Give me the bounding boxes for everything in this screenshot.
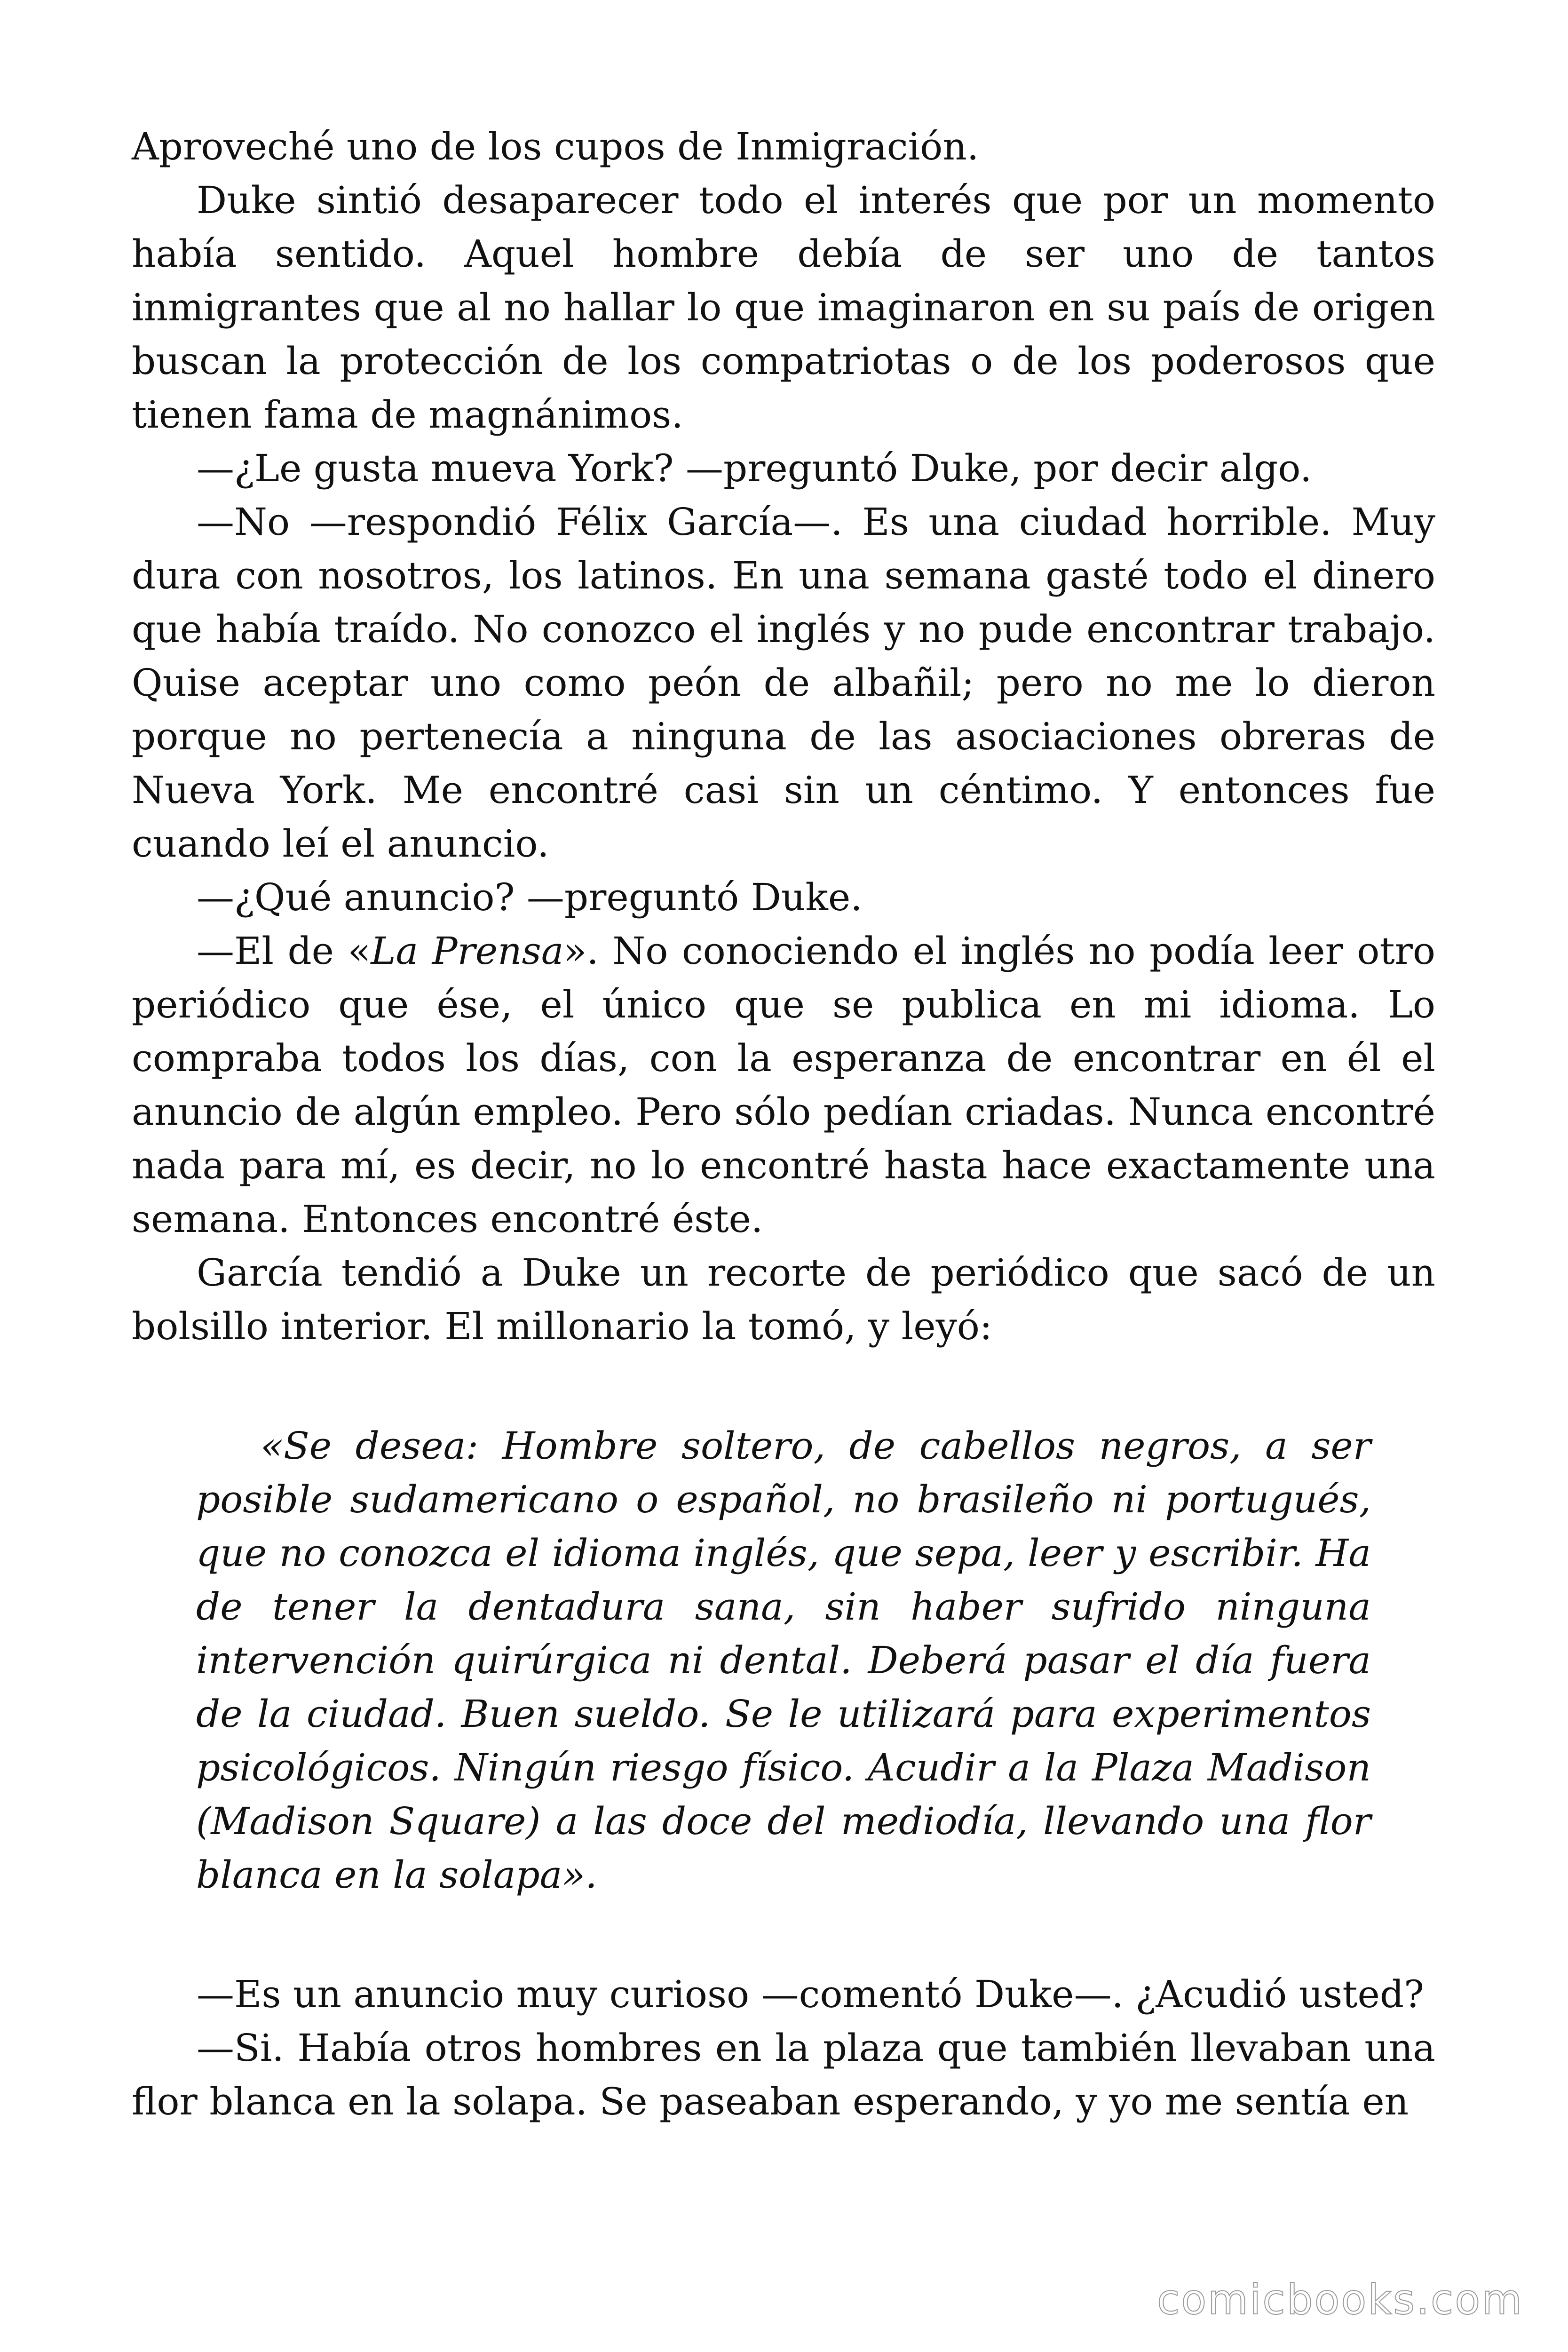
watermark: comicbooks.com: [1156, 2275, 1523, 2324]
prensa-text-before: —El de «: [197, 929, 371, 973]
paragraph-2: Duke sintió desaparecer todo el interés que por un momento había sentido. Aquel hombre debía de ser uno de tantos inmigrantes que al no hallar lo que imaginaron en su país de origen buscan la protección de los compatriotas o de los poderosos que tienen fama de magnánimos.: [132, 178, 1435, 437]
newspaper-title: La Prensa: [371, 929, 564, 973]
prensa-text-after: ». No conociendo el inglés no podía leer otro periódico que ése, el único que se publica en mi idioma. Lo compraba todos los días, con la esperanza de encontrar en él el anuncio de algún empleo. Pero sólo pedían criadas. Nunca encontré nada para mí, es decir, no lo encontré hasta hace exactamente una semana. Entonces encontré éste.: [132, 929, 1436, 1241]
paragraph-1: Aproveché uno de los cupos de Inmigración.: [132, 125, 979, 168]
paragraph-prensa: [132, 924, 1435, 1246]
paragraph-4: —No —respondió Félix García—. Es una ciudad horrible. Muy dura con nosotros, los latinos. En una semana gasté todo el dinero que había traído. No conozco el inglés y no pude encontrar trabajo. Quise aceptar uno como peón de albañil; pero no me lo dieron porque no pertenecía a ninguna de las asociaciones obreras de Nueva York. Me encontré casi sin un céntimo. Y entonces fue cuando leí el anuncio.: [132, 500, 1435, 866]
paragraph-5: —¿Qué anuncio? —preguntó Duke.: [197, 875, 863, 919]
paragraph-intro-quote: García tendió a Duke un recorte de periódico que sacó de un bolsillo interior. El millonario la tomó, y leyó:: [132, 1251, 1435, 1348]
paragraph-after-2: —Si. Había otros hombres en la plaza que también llevaban una flor blanca en la solapa. Se paseaban esperando, y yo me sentía en: [132, 2026, 1435, 2123]
newspaper-clipping-quote: [196, 1419, 1371, 1902]
paragraph-3: —¿Le gusta mueva York? —preguntó Duke, por decir algo.: [197, 446, 1312, 490]
page-body: [132, 120, 1435, 2129]
quote-text: «Se desea: Hombre soltero, de cabellos negros, a ser posible sudamericano o español, no brasileño ni portugués, que no conozca el idioma inglés, que sepa, leer y escribir. Ha de tener la dentadura sana, sin haber sufrido ninguna intervención quirúrgica ni dental. Deberá pasar el día fuera de la ciudad. Buen sueldo. Se le utilizará para experimentos psicológicos. Ningún riesgo físico. Acudir a la Plaza Madison (Madison Square) a las doce del mediodía, llevando una flor blanca en la solapa».: [196, 1424, 1371, 1897]
paragraph-after-1: —Es un anuncio muy curioso —comentó Duke—. ¿Acudió usted?: [197, 1972, 1424, 2016]
